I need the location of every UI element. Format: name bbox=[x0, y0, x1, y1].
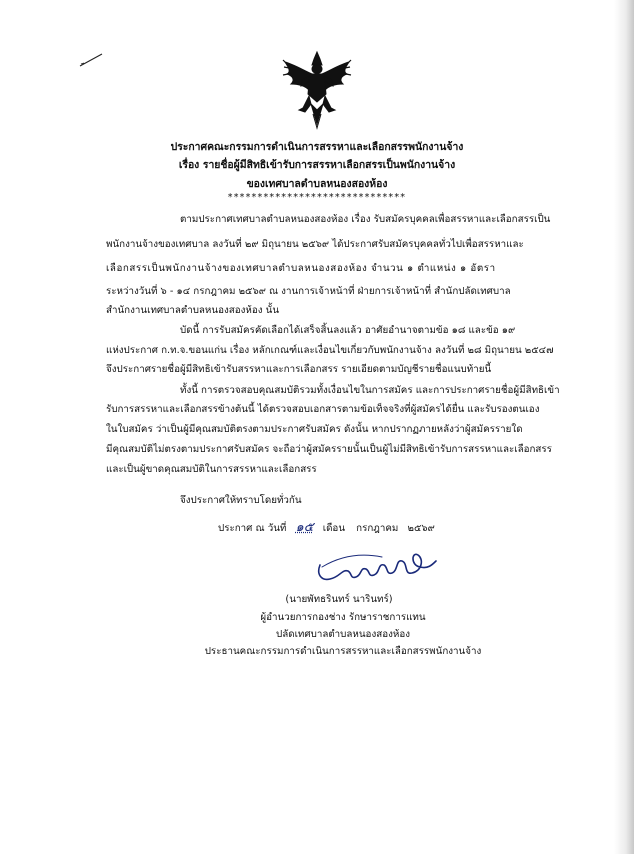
signer-title-acting: ผู้อำนวยการกองช่าง รักษาราชการแทน bbox=[260, 612, 426, 623]
star-divider: ****************************** bbox=[227, 192, 407, 203]
page-edge-shadow bbox=[614, 0, 634, 854]
paragraph-1-line: สำนักงานเทศบาลตำบลหนองสองห้อง นั้น bbox=[106, 305, 280, 316]
paragraph-3-line: และเป็นผู้ขาดคุณสมบัติในการสรรหาและเลือกสรร bbox=[106, 464, 317, 475]
paragraph-3-line: มีคุณสมบัติไม่ตรงตามประกาศรับสมัคร จะถือว่าผู้สมัครรายนั้นเป็นผู้ไม่มีสิทธิเข้ารับการสรรหาและเลือกสรร bbox=[106, 444, 552, 455]
paragraph-1-line: พนักงานจ้างของเทศบาล ลงวันที่ ๒๙ มิถุนายน ๒๕๖๙ ได้ประกาศรับสมัครบุคคลทั่วไปเพื่อสรรหาและ bbox=[106, 239, 524, 250]
paragraph-2-line: บัดนี้ การรับสมัครคัดเลือกได้เสร็จสิ้นลงแล้ว อาศัยอำนาจตามข้อ ๑๘ และข้อ ๑๙ bbox=[180, 325, 516, 336]
paragraph-2-line: จึงประกาศรายชื่อผู้มีสิทธิเข้ารับสรรหาและการเลือกสรร รายเอียดตามบัญชีรายชื่อแนบท้ายนี้ bbox=[106, 364, 492, 375]
date-month-label: เดือน bbox=[322, 523, 346, 534]
paragraph-3-line: ทั้งนี้ การตรวจสอบคุณสมบัติรวมทั้งเงื่อนไขในการสมัคร และการประกาศรายชื่อผู้มีสิทธิเข้า bbox=[180, 385, 560, 396]
paragraph-1-line: ระหว่างวันที่ ๖ - ๑๔ กรกฎาคม ๒๕๖๙ ณ งานการเจ้าหน้าที่ ฝ่ายการเจ้าหน้าที่ สำนักปลัดเทศบาล bbox=[106, 286, 511, 297]
paragraph-3-line: ในใบสมัคร ว่าเป็นผู้มีคุณสมบัติตรงตามประกาศรับสมัคร ดังนั้น หากปรากฏภายหลังว่าผู้สมัครรายใด bbox=[106, 424, 523, 435]
garuda-emblem-icon bbox=[281, 50, 353, 130]
paragraph-3-line: รับการสรรหาและเลือกสรรข้างต้นนี้ ได้ตรวจสอบเอกสารตามข้อเท็จจริงที่ผู้สมัครได้ยื่น และรับรองตนเอง bbox=[106, 404, 540, 415]
heading-title: ประกาศคณะกรรมการดำเนินการสรรหาและเลือกสรรพนักงานจ้าง bbox=[170, 141, 464, 153]
paragraph-2-line: แห่งประกาศ ก.ท.จ.ขอนแก่น เรื่อง หลักเกณฑ์และเงื่อนไขเกี่ยวกับพนักงานจ้าง ลงวันที่ ๒๘ มิถุนายน ๒๕๔๗ bbox=[106, 345, 554, 356]
date-year: ๒๕๖๙ bbox=[407, 523, 435, 534]
heading-organization: ของเทศบาลตำบลหนองสองห้อง bbox=[246, 178, 388, 190]
date-day-handwritten: ๑๕ bbox=[295, 520, 314, 535]
handwritten-signature bbox=[312, 545, 442, 585]
signer-title-committee: ประธานคณะกรรมการดำเนินการสรรหาและเลือกสรรพนักงานจ้าง bbox=[204, 646, 482, 657]
heading-subject: เรื่อง รายชื่อผู้มีสิทธิเข้ารับการสรรหาเลือกสรรเป็นพนักงานจ้าง bbox=[178, 159, 456, 171]
paragraph-1-line: ตามประกาศเทศบาลตำบลหนองสองห้อง เรื่อง รับสมัครบุคคลเพื่อสรรหาและเลือกสรรเป็น bbox=[180, 214, 551, 225]
paragraph-1-line: เลือกสรรเป็นพนักงานจ้างของเทศบาลตำบลหนองสองห้อง จำนวน ๑ ตำแหน่ง ๑ อัตรา bbox=[106, 263, 496, 274]
date-prefix: ประกาศ ณ วันที่ bbox=[218, 523, 287, 534]
signer-name: (นายพัทธรินทร์ นารินทร์) bbox=[285, 594, 393, 605]
signer-title-deputy: ปลัดเทศบาลตำบลหนองสองห้อง bbox=[275, 629, 410, 640]
closing-statement: จึงประกาศให้ทราบโดยทั่วกัน bbox=[180, 495, 302, 506]
pen-mark bbox=[78, 52, 104, 68]
announcement-date bbox=[218, 521, 435, 536]
date-month: กรกฎาคม bbox=[356, 523, 399, 534]
